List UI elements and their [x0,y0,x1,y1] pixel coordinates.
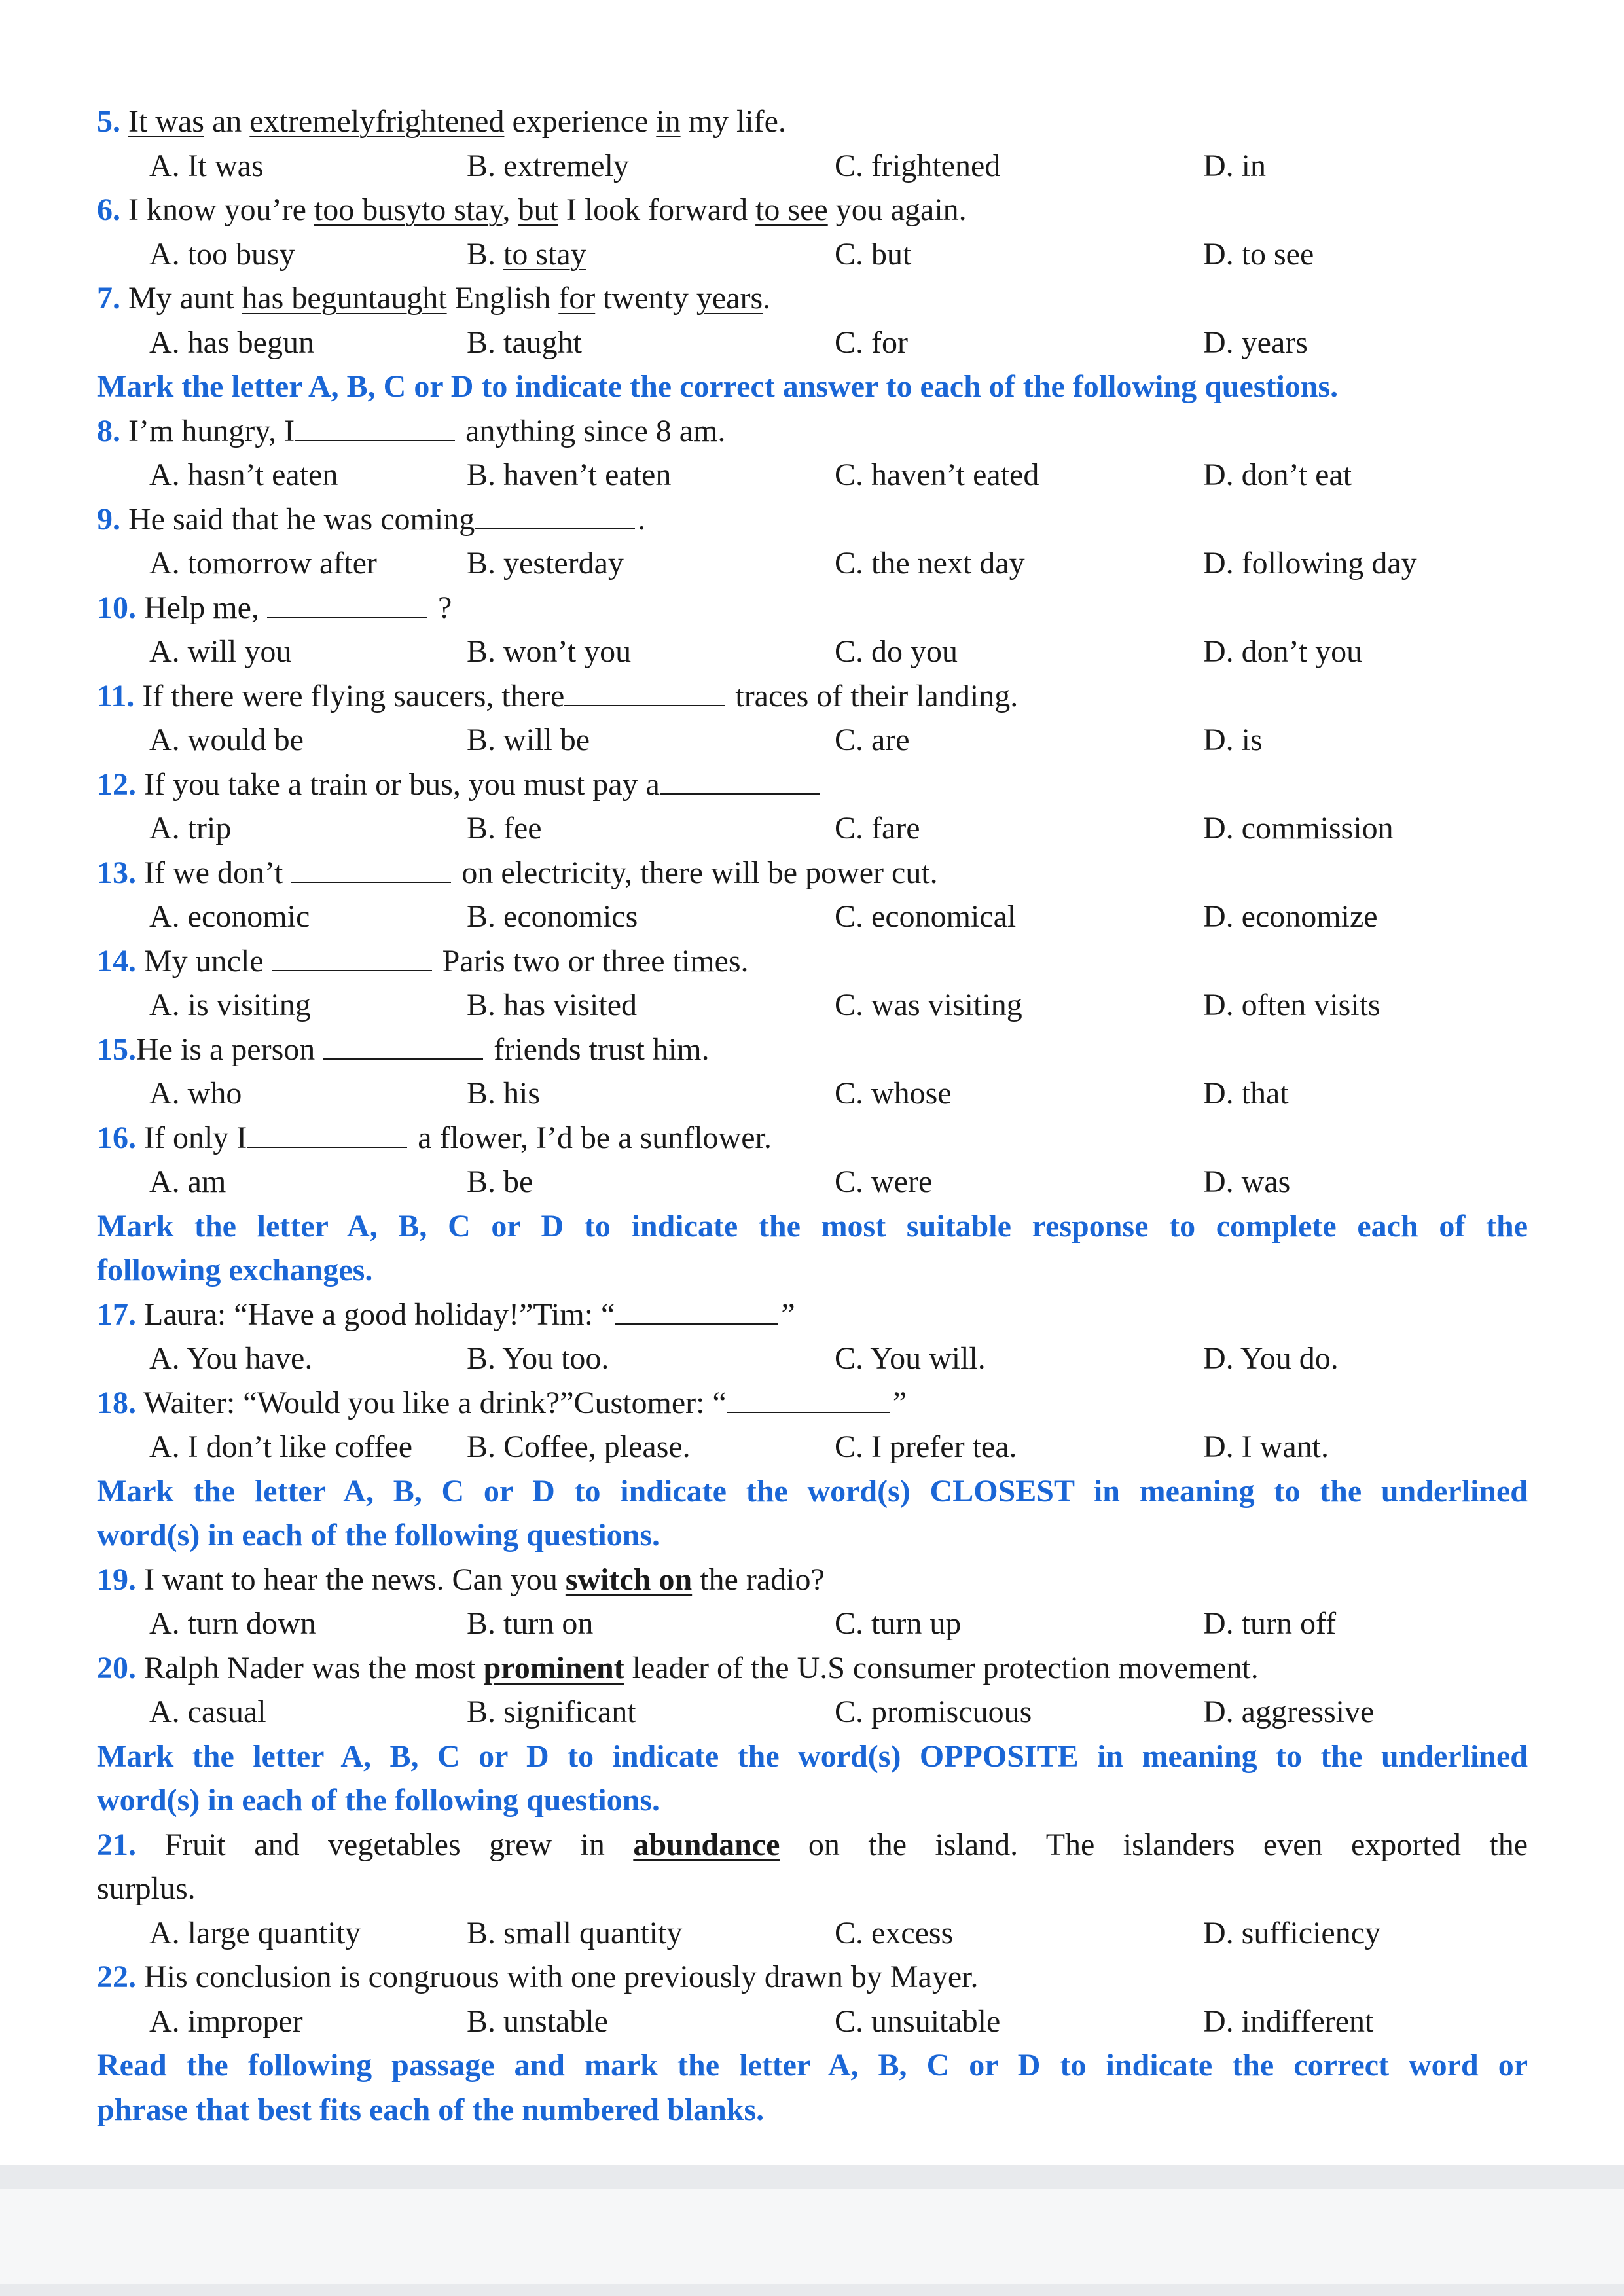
question-number: 12. [97,766,136,802]
option-a: A. who [149,1076,242,1111]
option-c: C. promiscuous [835,1695,1032,1729]
instruction-line: phrase that best fits each of the numbered blanks. [97,2092,765,2127]
question-7 [97,276,1528,321]
options-15 [97,1071,1528,1116]
question-text: If we don’t [136,855,291,890]
question-10 [97,586,1528,630]
page-separator-bottom [0,2284,1624,2296]
question-number: 9. [97,501,120,537]
question-text: experience [504,104,657,139]
question-number: 20. [97,1650,136,1685]
option-a: A. casual [149,1695,266,1729]
underlined-word: prominent [483,1650,624,1685]
question-text: on electricity, there will be power cut. [454,855,938,890]
question-text: If only I [136,1120,247,1155]
option-d: D. often visits [1203,988,1380,1022]
answer-blank[interactable] [475,499,635,529]
underlined-word: abundance [633,1827,780,1862]
answer-blank[interactable] [272,941,432,971]
option-d: D. You do. [1203,1341,1339,1376]
option-c: C. turn up [835,1606,962,1641]
option-a: A. improper [149,2003,303,2039]
option-d: D. was [1203,1164,1291,1199]
option-a: A. too busy [149,236,295,272]
option-d: D. economize [1203,899,1378,934]
question-13 [97,851,1528,895]
option-a: A. You have. [149,1341,313,1376]
question-text: My aunt [120,281,242,315]
option-c: C. was visiting [835,988,1022,1022]
option-c: C. are [835,723,910,757]
option-d: D. turn off [1203,1606,1337,1641]
option-d: D. in [1203,148,1266,183]
instruction-line: Mark the letter A, B, C or D to indicate the most suitable response to complete each of the [97,1208,1528,1244]
option-c: C. for [835,325,908,360]
question-11 [97,674,1528,719]
question-text: , [502,192,518,227]
question-text: . [638,501,646,537]
options-5 [97,144,1528,188]
page-separator [0,2165,1624,2189]
question-text: friends trust him. [486,1031,710,1067]
question-5 [97,99,1528,144]
question-text: . [763,281,771,315]
question-number: 17. [97,1297,136,1332]
instruction-line: Read the following passage and mark the letter A, B, C or D to indicate the correct word or [97,2048,1528,2083]
viewer-background [0,2189,1624,2296]
option-d: D. commission [1203,811,1394,846]
question-number: 21. [97,1827,136,1862]
option-c: C. I prefer tea. [835,1429,1017,1464]
question-9 [97,497,1528,542]
worksheet-content [97,99,1528,2132]
option-b: B. fee [467,811,542,846]
option-c: C. unsuitable [835,2003,1001,2039]
option-b: B. will be [467,723,590,757]
question-number: 6. [97,192,120,227]
question-20 [97,1646,1528,1691]
question-22 [97,1955,1528,2000]
question-text: If there were flying saucers, there [134,678,565,713]
instruction-line: Mark the letter A, B, C or D to indicate the word(s) CLOSEST in meaning to the underlined [97,1473,1528,1509]
option-a: A. turn down [149,1606,316,1641]
section-instruction-opposite-meaning [97,1734,1528,1823]
section-instruction-closest-meaning [97,1469,1528,1558]
question-text: leader of the U.S consumer protection movement. [624,1650,1259,1685]
option-a: A. tomorrow after [149,546,377,581]
question-text: Help me, [136,590,267,625]
instruction-line: word(s) in each of the following questions. [97,1518,660,1552]
question-12 [97,762,1528,807]
question-text: His conclusion is congruous with one previously drawn by Mayer. [136,1960,979,1994]
instruction-line: word(s) in each of the following questions. [97,1783,660,1818]
question-text: traces of their landing. [727,678,1019,713]
question-number: 10. [97,590,136,625]
option-b: B. yesterday [467,546,624,581]
question-text: I know you’re [120,192,314,227]
option-b: B. taught [467,325,582,360]
option-b: B. has visited [467,988,637,1022]
question-text: He is a person [136,1031,323,1067]
question-number: 14. [97,943,136,978]
option-d: D. indifferent [1203,2003,1374,2039]
option-d: D. aggressive [1203,1695,1375,1729]
options-10 [97,630,1528,674]
option-b: B. extremely [467,148,629,183]
question-text: an [204,104,250,139]
question-text: you again. [827,192,967,227]
options-11 [97,718,1528,762]
options-7 [97,321,1528,365]
options-14 [97,983,1528,1028]
underlined-part-a: too busyto stay [314,192,503,227]
option-a: A. has begun [149,325,314,360]
option-d: D. sufficiency [1203,1915,1381,1950]
question-text: I look forward [558,192,756,227]
question-text: anything since 8 am. [458,413,726,448]
options-22 [97,2000,1528,2044]
option-a: A. trip [149,811,232,846]
option-c: C. excess [835,1915,954,1950]
answer-blank[interactable] [727,1383,890,1413]
question-number: 5. [97,104,120,139]
option-a: A. am [149,1164,226,1199]
instruction-line: following exchanges. [97,1253,373,1287]
options-9 [97,541,1528,586]
option-b: B. unstable [467,2003,608,2039]
option-a: A. hasn’t eaten [149,457,338,492]
option-d: D. to see [1203,236,1314,272]
underlined-part-c: but [518,192,558,227]
option-d: D. I want. [1203,1429,1329,1464]
option-c: C. the next day [835,546,1025,581]
underlined-part-d: to see [755,192,828,227]
question-text: Waiter: “Would you like a drink?”Customer: “ [136,1385,727,1420]
question-number: 18. [97,1385,136,1420]
question-text: My uncle [136,943,272,978]
underlined-part-d: years [696,281,763,315]
underlined-part-a: It was [128,104,204,139]
question-21 [97,1823,1528,1867]
option-b: B. his [467,1076,541,1111]
option-c: C. do you [835,634,958,669]
option-c: C. frightened [835,148,1001,183]
question-text: Fruit and vegetables grew in [136,1827,634,1862]
option-c: C. You will. [835,1341,986,1376]
question-text: ” [781,1297,795,1332]
options-8 [97,453,1528,497]
option-b: B. be [467,1164,533,1199]
options-16 [97,1160,1528,1204]
answer-blank[interactable] [291,853,451,883]
question-19 [97,1558,1528,1602]
question-text: ? [429,590,452,625]
question-text: Laura: “Have a good holiday!”Tim: “ [136,1297,615,1332]
option-a: A. will you [149,634,292,669]
question-text: Paris two or three times. [434,943,749,978]
question-text: English [446,281,559,315]
option-d: D. don’t you [1203,634,1363,669]
option-b: B. significant [467,1695,636,1729]
instruction-line: Mark the letter A, B, C or D to indicate the word(s) OPPOSITE in meaning to the underlined [97,1738,1528,1774]
answer-blank[interactable] [660,764,820,795]
question-number: 13. [97,855,136,890]
question-number: 11. [97,678,135,713]
question-14 [97,939,1528,984]
option-d: D. years [1203,325,1308,360]
question-text: I’m hungry, I [120,413,295,448]
question-text: the radio? [692,1562,825,1597]
option-a: A. economic [149,899,310,934]
option-b: B. small quantity [467,1915,683,1950]
question-text: on the island. The islanders even exported the [780,1827,1528,1862]
question-number: 8. [97,413,120,448]
options-12 [97,806,1528,851]
option-b: B. turn on [467,1606,594,1641]
question-number: 16. [97,1120,136,1155]
option-b: B. Coffee, please. [467,1429,691,1464]
question-text: my life. [680,104,786,139]
question-text: a flower, I’d be a sunflower. [410,1120,772,1155]
option-b-letter: B. [467,236,504,272]
question-text: I want to hear the news. Can you [136,1562,566,1597]
underlined-part-c: for [558,281,596,315]
option-a: A. large quantity [149,1915,361,1950]
option-c: C. fare [835,811,920,846]
underlined-word: switch on [565,1562,693,1597]
question-number: 22. [97,1960,136,1994]
option-c: C. but [835,236,912,272]
option-a: A. It was [149,148,264,183]
option-b: B. won’t you [467,634,632,669]
question-8 [97,409,1528,454]
option-b-underlined: to stay [503,236,586,272]
option-b [467,232,586,277]
question-18 [97,1381,1528,1426]
underlined-part-a: has beguntaught [242,281,447,315]
question-text: If you take a train or bus, you must pay a [136,766,660,802]
question-number: 7. [97,281,120,315]
option-b: B. You too. [467,1341,609,1376]
option-d: D. that [1203,1076,1289,1111]
option-a: A. I don’t like coffee [149,1429,413,1464]
question-16 [97,1116,1528,1160]
underlined-part-b: extremelyfrightened [249,104,505,139]
option-b: B. economics [467,899,638,934]
question-number: 19. [97,1562,136,1597]
question-text: twenty [595,281,696,315]
options-19 [97,1602,1528,1646]
options-6 [97,232,1528,277]
option-a: A. is visiting [149,988,311,1022]
answer-blank[interactable] [247,1118,407,1148]
options-18 [97,1425,1528,1469]
options-21 [97,1911,1528,1956]
answer-blank[interactable] [564,676,725,706]
section-instruction-responses [97,1204,1528,1293]
option-c: C. were [835,1164,933,1199]
question-17 [97,1293,1528,1337]
option-d: D. is [1203,723,1263,757]
answer-blank[interactable] [323,1030,483,1060]
option-c: C. economical [835,899,1017,934]
question-number: 15. [97,1031,136,1067]
underlined-part-d: in [656,104,681,139]
option-a: A. would be [149,723,304,757]
answer-blank[interactable] [267,588,427,618]
question-15 [97,1028,1528,1072]
option-d: D. following day [1203,546,1417,581]
options-17 [97,1336,1528,1381]
options-13 [97,895,1528,939]
option-c: C. haven’t eated [835,457,1039,492]
question-21-continued: surplus. [97,1871,196,1906]
option-d: D. don’t eat [1203,457,1352,492]
question-text: He said that he was coming [120,501,475,537]
question-text: ” [892,1385,907,1420]
option-c: C. whose [835,1076,952,1111]
options-20 [97,1690,1528,1734]
section-instruction-passage [97,2043,1528,2132]
answer-blank[interactable] [615,1295,778,1325]
option-b: B. haven’t eaten [467,457,672,492]
question-6 [97,188,1528,232]
section-instruction-correct-answer: Mark the letter A, B, C or D to indicate the correct answer to each of the following questions. [97,369,1339,404]
question-text: Ralph Nader was the most [136,1650,484,1685]
answer-blank[interactable] [295,411,455,441]
